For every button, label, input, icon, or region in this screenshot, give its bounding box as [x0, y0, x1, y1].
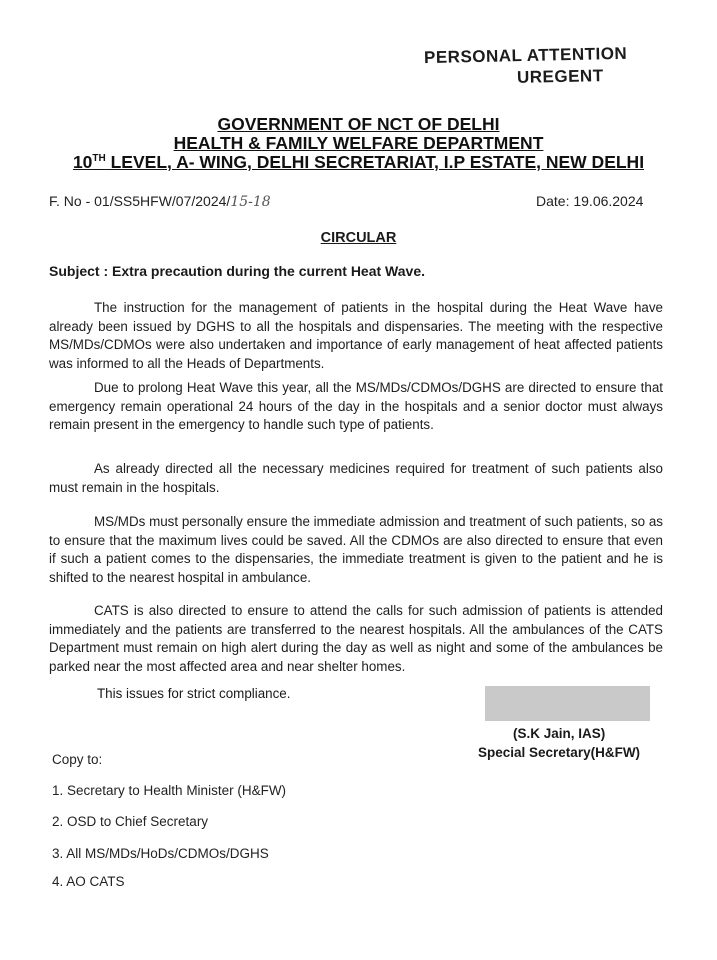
copy-to-item-4: 4. AO CATS: [52, 874, 125, 889]
header-address: [0, 152, 717, 173]
address-level-number: 10: [72, 152, 93, 172]
redacted-signature: [485, 686, 650, 721]
address-level-sup: TH: [92, 153, 106, 165]
copy-to-item-1: 1. Secretary to Health Minister (H&FW): [52, 783, 287, 798]
copy-to-item-2: 2. OSD to Chief Secretary: [52, 814, 209, 829]
header-department: HEALTH & FAMILY WELFARE DEPARTMENT: [173, 133, 544, 153]
document-date: Date: 19.06.2024: [536, 193, 644, 209]
subject-line: Subject : Extra precaution during the current Heat Wave.: [49, 263, 425, 279]
copy-to-item-3: 3. All MS/MDs/HoDs/CDMOs/DGHS: [52, 846, 269, 861]
address-rest: LEVEL, A- WING, DELHI SECRETARIAT, I.P ESTATE, NEW DELHI: [105, 152, 645, 172]
stamp-urgent: UREGENT: [516, 66, 604, 87]
file-number-printed: F. No - 01/SS5HFW/07/2024/: [49, 193, 231, 209]
compliance-line: This issues for strict compliance.: [97, 686, 291, 701]
signatory-designation: Special Secretary(H&FW): [478, 745, 641, 760]
paragraph-2: Due to prolong Heat Wave this year, all the MS/MDs/CDMOs/DGHS are directed to ensure that emergency remain operational 24 hours of the day in the hospitals and a senior doctor must always remain present in the emergency to handle such type of patients.: [49, 380, 663, 432]
file-number-handwritten: 15-18: [230, 194, 271, 210]
header-government: GOVERNMENT OF NCT OF DELHI: [217, 114, 500, 134]
signatory-name: (S.K Jain, IAS): [513, 726, 606, 741]
paragraph-1: The instruction for the management of patients in the hospital during the Heat Wave have already been issued by DGHS to all the hospitals and dispensaries. The meeting with the respective MS/MDs/CDMOs were also undertaken and importance of early management of heat affected patients was informed to all the Heads of Departments.: [49, 300, 663, 371]
paragraph-4: MS/MDs must personally ensure the immediate admission and treatment of such patients, so as to ensure that the maximum lives could be saved. All the CDMOs are also directed to ensure that even if such a patient comes to the dispensaries, the immediate treatment is given to the patient and he is shifted to the nearest hospital in ambulance.: [49, 514, 663, 585]
copy-to-label: Copy to:: [52, 752, 103, 767]
file-number: [49, 193, 271, 210]
circular-title: CIRCULAR: [320, 230, 397, 246]
stamp-personal-attention: PERSONAL ATTENTION: [423, 43, 628, 68]
paragraph-3: As already directed all the necessary medicines required for treatment of such patients also must remain in the hospitals.: [49, 461, 663, 495]
paragraph-5: CATS is also directed to ensure to attend the calls for such admission of patients is attended immediately and the patients are transferred to the nearest hospitals. All the ambulances of the CATS Department must remain on high alert during the day as well as night and some of the ambulances be parked near the most affected area and near shelter homes.: [49, 603, 663, 674]
